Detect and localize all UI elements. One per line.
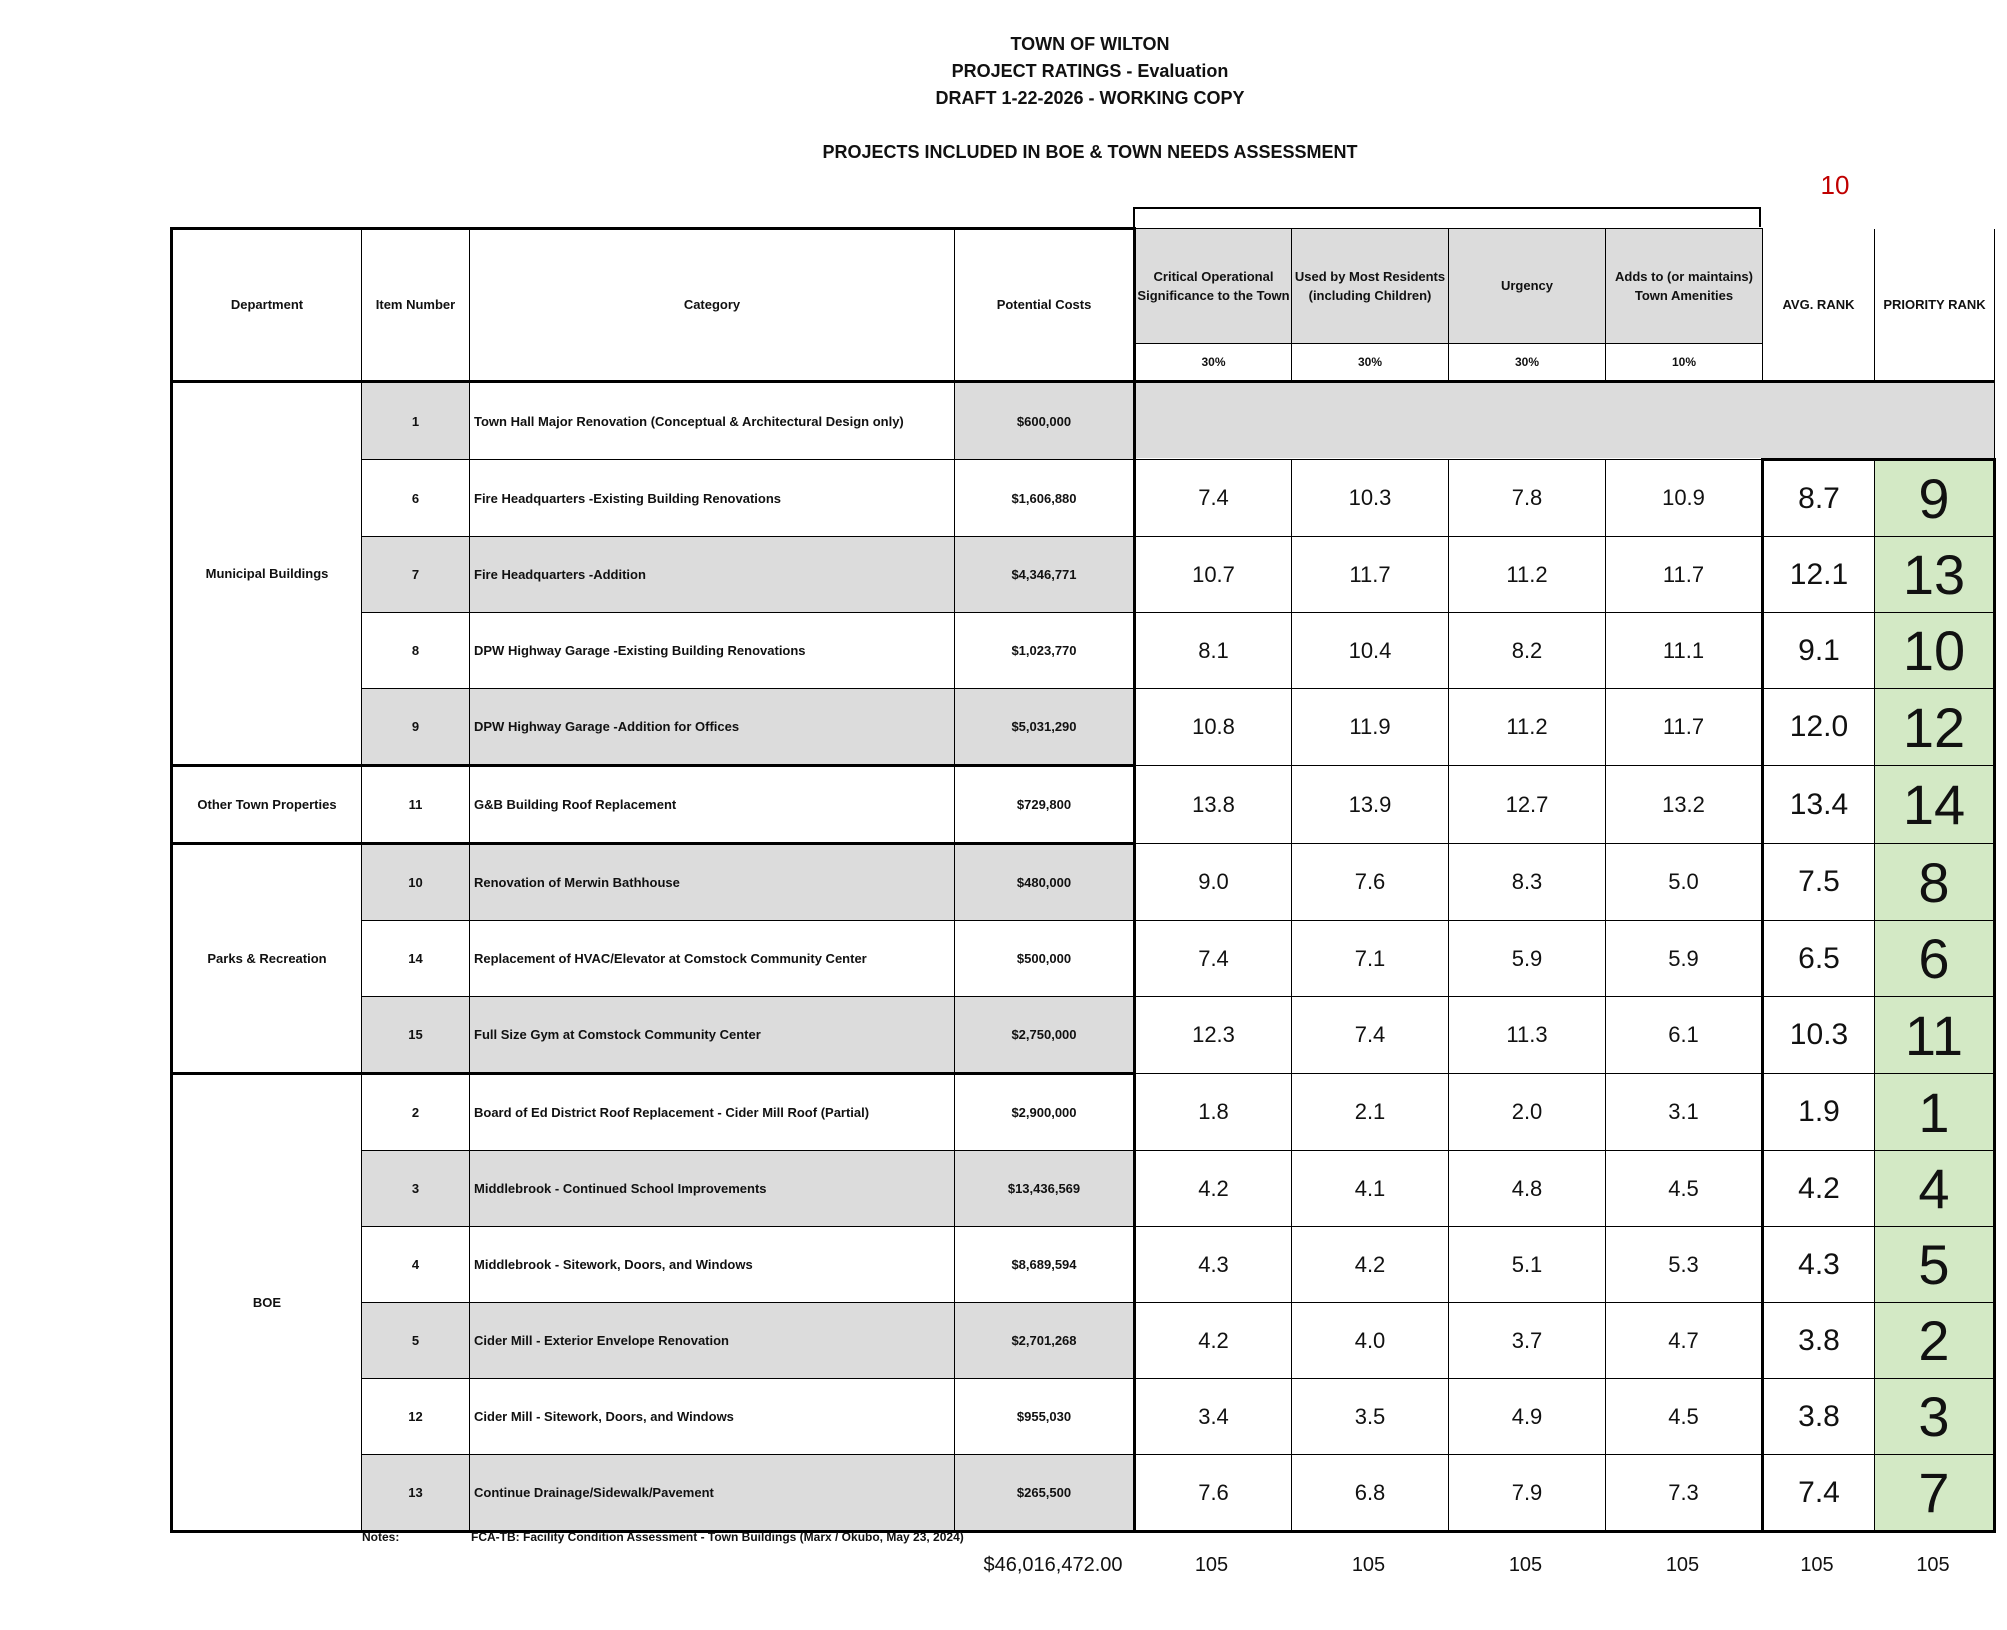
priority-rank: 7: [1875, 1455, 1995, 1532]
category-cell: Renovation of Merwin Bathhouse: [470, 844, 955, 921]
document-subtitle-ratings: PROJECT RATINGS - Evaluation: [951, 61, 1229, 81]
score-critical: 7.6: [1135, 1455, 1292, 1532]
ratings-table: [170, 227, 1996, 1533]
score-critical: 4.2: [1135, 1303, 1292, 1379]
col-header-item-number: Item Number: [362, 229, 470, 382]
priority-rank: 2: [1875, 1303, 1995, 1379]
item-number: 1: [362, 382, 470, 460]
col-header-priority-rank: PRIORITY RANK: [1875, 229, 1995, 382]
cost-cell: $600,000: [955, 382, 1135, 460]
priority-rank: 13: [1875, 537, 1995, 613]
total-amenities: 105: [1665, 1554, 1700, 1576]
score-urgency: 11.2: [1449, 537, 1606, 613]
priority-rank: 3: [1875, 1379, 1995, 1455]
score-amenities: 3.1: [1606, 1074, 1763, 1151]
score-used-by: 11.7: [1292, 537, 1449, 613]
item-number: 14: [362, 921, 470, 997]
category-cell: Town Hall Major Renovation (Conceptual & Architectural Design only): [470, 382, 955, 460]
score-urgency: 7.9: [1449, 1455, 1606, 1532]
total-cost: $46,016,472.00: [983, 1554, 1123, 1576]
priority-rank: 14: [1875, 766, 1995, 844]
col-header-critical: Critical Operational Significance to the Town: [1135, 229, 1292, 344]
score-amenities: 4.7: [1606, 1303, 1763, 1379]
score-amenities: 6.1: [1606, 997, 1763, 1074]
priority-rank: 6: [1875, 921, 1995, 997]
cost-cell: $5,031,290: [955, 689, 1135, 766]
avg-rank: 4.3: [1763, 1227, 1875, 1303]
avg-rank: 12.1: [1763, 537, 1875, 613]
cost-cell: $2,900,000: [955, 1074, 1135, 1151]
priority-rank: 8: [1875, 844, 1995, 921]
score-amenities: 5.9: [1606, 921, 1763, 997]
col-header-used-by: Used by Most Residents (including Children): [1292, 229, 1449, 344]
priority-rank: 12: [1875, 689, 1995, 766]
score-critical: 3.4: [1135, 1379, 1292, 1455]
score-used-by: 4.1: [1292, 1151, 1449, 1227]
score-amenities: 11.1: [1606, 613, 1763, 689]
avg-rank: 8.7: [1763, 460, 1875, 537]
avg-rank: 1.9: [1763, 1074, 1875, 1151]
score-urgency: 12.7: [1449, 766, 1606, 844]
score-critical: 10.7: [1135, 537, 1292, 613]
cost-cell: $13,436,569: [955, 1151, 1135, 1227]
priority-rank: 9: [1875, 460, 1995, 537]
col-header-urgency: Urgency: [1449, 229, 1606, 344]
score-used-by: 10.3: [1292, 460, 1449, 537]
priority-rank: 1: [1875, 1074, 1995, 1151]
score-urgency: 11.3: [1449, 997, 1606, 1074]
score-used-by: 7.4: [1292, 997, 1449, 1074]
score-used-by: 4.0: [1292, 1303, 1449, 1379]
category-cell: Fire Headquarters -Addition: [470, 537, 955, 613]
category-cell: Continue Drainage/Sidewalk/Pavement: [470, 1455, 955, 1532]
category-cell: Middlebrook - Sitework, Doors, and Windows: [470, 1227, 955, 1303]
score-critical: 7.4: [1135, 921, 1292, 997]
score-amenities: 11.7: [1606, 689, 1763, 766]
unrated-blank-cell: [1135, 382, 1995, 460]
total-priority-rank: 105: [1916, 1554, 1950, 1576]
score-critical: 1.8: [1135, 1074, 1292, 1151]
priority-rank: 11: [1875, 997, 1995, 1074]
category-cell: Cider Mill - Sitework, Doors, and Windows: [470, 1379, 955, 1455]
score-amenities: 10.9: [1606, 460, 1763, 537]
total-critical: 105: [1194, 1554, 1229, 1576]
dept-municipal-buildings: Municipal Buildings: [172, 382, 362, 766]
total-urgency: 105: [1508, 1554, 1543, 1576]
cost-cell: $2,701,268: [955, 1303, 1135, 1379]
col-header-category: Category: [470, 229, 955, 382]
avg-rank: 3.8: [1763, 1379, 1875, 1455]
priority-rank: 4: [1875, 1151, 1995, 1227]
item-number: 10: [362, 844, 470, 921]
avg-rank: 7.5: [1763, 844, 1875, 921]
total-avg-rank: 105: [1800, 1554, 1834, 1576]
score-critical: 4.3: [1135, 1227, 1292, 1303]
item-number: 15: [362, 997, 470, 1074]
item-number: 5: [362, 1303, 470, 1379]
item-number: 6: [362, 460, 470, 537]
item-number: 11: [362, 766, 470, 844]
weight-urgency: 30%: [1449, 344, 1606, 382]
category-cell: Board of Ed District Roof Replacement - Cider Mill Roof (Partial): [470, 1074, 955, 1151]
cost-cell: $1,023,770: [955, 613, 1135, 689]
score-used-by: 10.4: [1292, 613, 1449, 689]
score-amenities: 4.5: [1606, 1151, 1763, 1227]
score-urgency: 8.3: [1449, 844, 1606, 921]
cost-cell: $2,750,000: [955, 997, 1135, 1074]
score-used-by: 3.5: [1292, 1379, 1449, 1455]
cost-cell: $1,606,880: [955, 460, 1135, 537]
category-cell: G&B Building Roof Replacement: [470, 766, 955, 844]
score-urgency: 7.8: [1449, 460, 1606, 537]
document-draft-line: DRAFT 1-22-2026 - WORKING COPY: [935, 88, 1245, 108]
weight-used-by: 30%: [1292, 344, 1449, 382]
score-urgency: 3.7: [1449, 1303, 1606, 1379]
score-amenities: 11.7: [1606, 537, 1763, 613]
cost-cell: $265,500: [955, 1455, 1135, 1532]
score-amenities: 5.3: [1606, 1227, 1763, 1303]
score-urgency: 5.1: [1449, 1227, 1606, 1303]
score-critical: 8.1: [1135, 613, 1292, 689]
score-amenities: 13.2: [1606, 766, 1763, 844]
score-critical: 12.3: [1135, 997, 1292, 1074]
score-critical: 7.4: [1135, 460, 1292, 537]
item-number: 3: [362, 1151, 470, 1227]
category-cell: Replacement of HVAC/Elevator at Comstock Community Center: [470, 921, 955, 997]
score-used-by: 7.6: [1292, 844, 1449, 921]
col-header-avg-rank: AVG. RANK: [1763, 229, 1875, 382]
category-cell: Fire Headquarters -Existing Building Renovations: [470, 460, 955, 537]
score-used-by: 2.1: [1292, 1074, 1449, 1151]
cost-cell: $8,689,594: [955, 1227, 1135, 1303]
dept-parks-recreation: Parks & Recreation: [172, 844, 362, 1074]
col-header-amenities: Adds to (or maintains) Town Amenities: [1606, 229, 1763, 344]
col-header-department: Department: [172, 229, 362, 382]
criteria-header-bar: [1133, 207, 1761, 227]
item-number: 2: [362, 1074, 470, 1151]
item-number: 9: [362, 689, 470, 766]
dept-boe: BOE: [172, 1074, 362, 1532]
score-urgency: 8.2: [1449, 613, 1606, 689]
avg-rank: 13.4: [1763, 766, 1875, 844]
avg-rank: 6.5: [1763, 921, 1875, 997]
dept-other-town-properties: Other Town Properties: [172, 766, 362, 844]
score-amenities: 5.0: [1606, 844, 1763, 921]
score-urgency: 4.8: [1449, 1151, 1606, 1227]
weight-critical: 30%: [1135, 344, 1292, 382]
weight-amenities: 10%: [1606, 344, 1763, 382]
score-urgency: 11.2: [1449, 689, 1606, 766]
score-used-by: 6.8: [1292, 1455, 1449, 1532]
avg-rank: 9.1: [1763, 613, 1875, 689]
category-cell: DPW Highway Garage -Addition for Offices: [470, 689, 955, 766]
item-number: 8: [362, 613, 470, 689]
category-cell: Cider Mill - Exterior Envelope Renovation: [470, 1303, 955, 1379]
score-amenities: 7.3: [1606, 1455, 1763, 1532]
item-number: 13: [362, 1455, 470, 1532]
category-cell: Full Size Gym at Comstock Community Center: [470, 997, 955, 1074]
score-critical: 13.8: [1135, 766, 1292, 844]
priority-rank: 5: [1875, 1227, 1995, 1303]
score-used-by: 11.9: [1292, 689, 1449, 766]
cost-cell: $480,000: [955, 844, 1135, 921]
avg-rank: 12.0: [1763, 689, 1875, 766]
cost-cell: $729,800: [955, 766, 1135, 844]
score-critical: 10.8: [1135, 689, 1292, 766]
score-critical: 9.0: [1135, 844, 1292, 921]
avg-rank: 4.2: [1763, 1151, 1875, 1227]
cost-cell: $500,000: [955, 921, 1135, 997]
avg-rank: 10.3: [1763, 997, 1875, 1074]
item-number: 4: [362, 1227, 470, 1303]
cost-cell: $955,030: [955, 1379, 1135, 1455]
priority-rank: 10: [1875, 613, 1995, 689]
category-cell: Middlebrook - Continued School Improvements: [470, 1151, 955, 1227]
cost-cell: $4,346,771: [955, 537, 1135, 613]
score-critical: 4.2: [1135, 1151, 1292, 1227]
score-urgency: 5.9: [1449, 921, 1606, 997]
top-red-number: 10: [1820, 170, 1850, 200]
score-urgency: 4.9: [1449, 1379, 1606, 1455]
score-amenities: 4.5: [1606, 1379, 1763, 1455]
avg-rank: 7.4: [1763, 1455, 1875, 1532]
section-heading: PROJECTS INCLUDED IN BOE & TOWN NEEDS ASSESSMENT: [822, 142, 1358, 162]
document-title: TOWN OF WILTON: [1010, 34, 1170, 54]
notes-text: FCA-TB: Facility Condition Assessment - Town Buildings (Marx / Okubo, May 23, 2024): [471, 1530, 964, 1544]
item-number: 12: [362, 1379, 470, 1455]
total-used-by: 105: [1351, 1554, 1386, 1576]
category-cell: DPW Highway Garage -Existing Building Renovations: [470, 613, 955, 689]
col-header-potential-costs: Potential Costs: [955, 229, 1135, 382]
score-used-by: 7.1: [1292, 921, 1449, 997]
item-number: 7: [362, 537, 470, 613]
notes-label: Notes:: [362, 1530, 400, 1544]
score-used-by: 13.9: [1292, 766, 1449, 844]
score-urgency: 2.0: [1449, 1074, 1606, 1151]
avg-rank: 3.8: [1763, 1303, 1875, 1379]
score-used-by: 4.2: [1292, 1227, 1449, 1303]
